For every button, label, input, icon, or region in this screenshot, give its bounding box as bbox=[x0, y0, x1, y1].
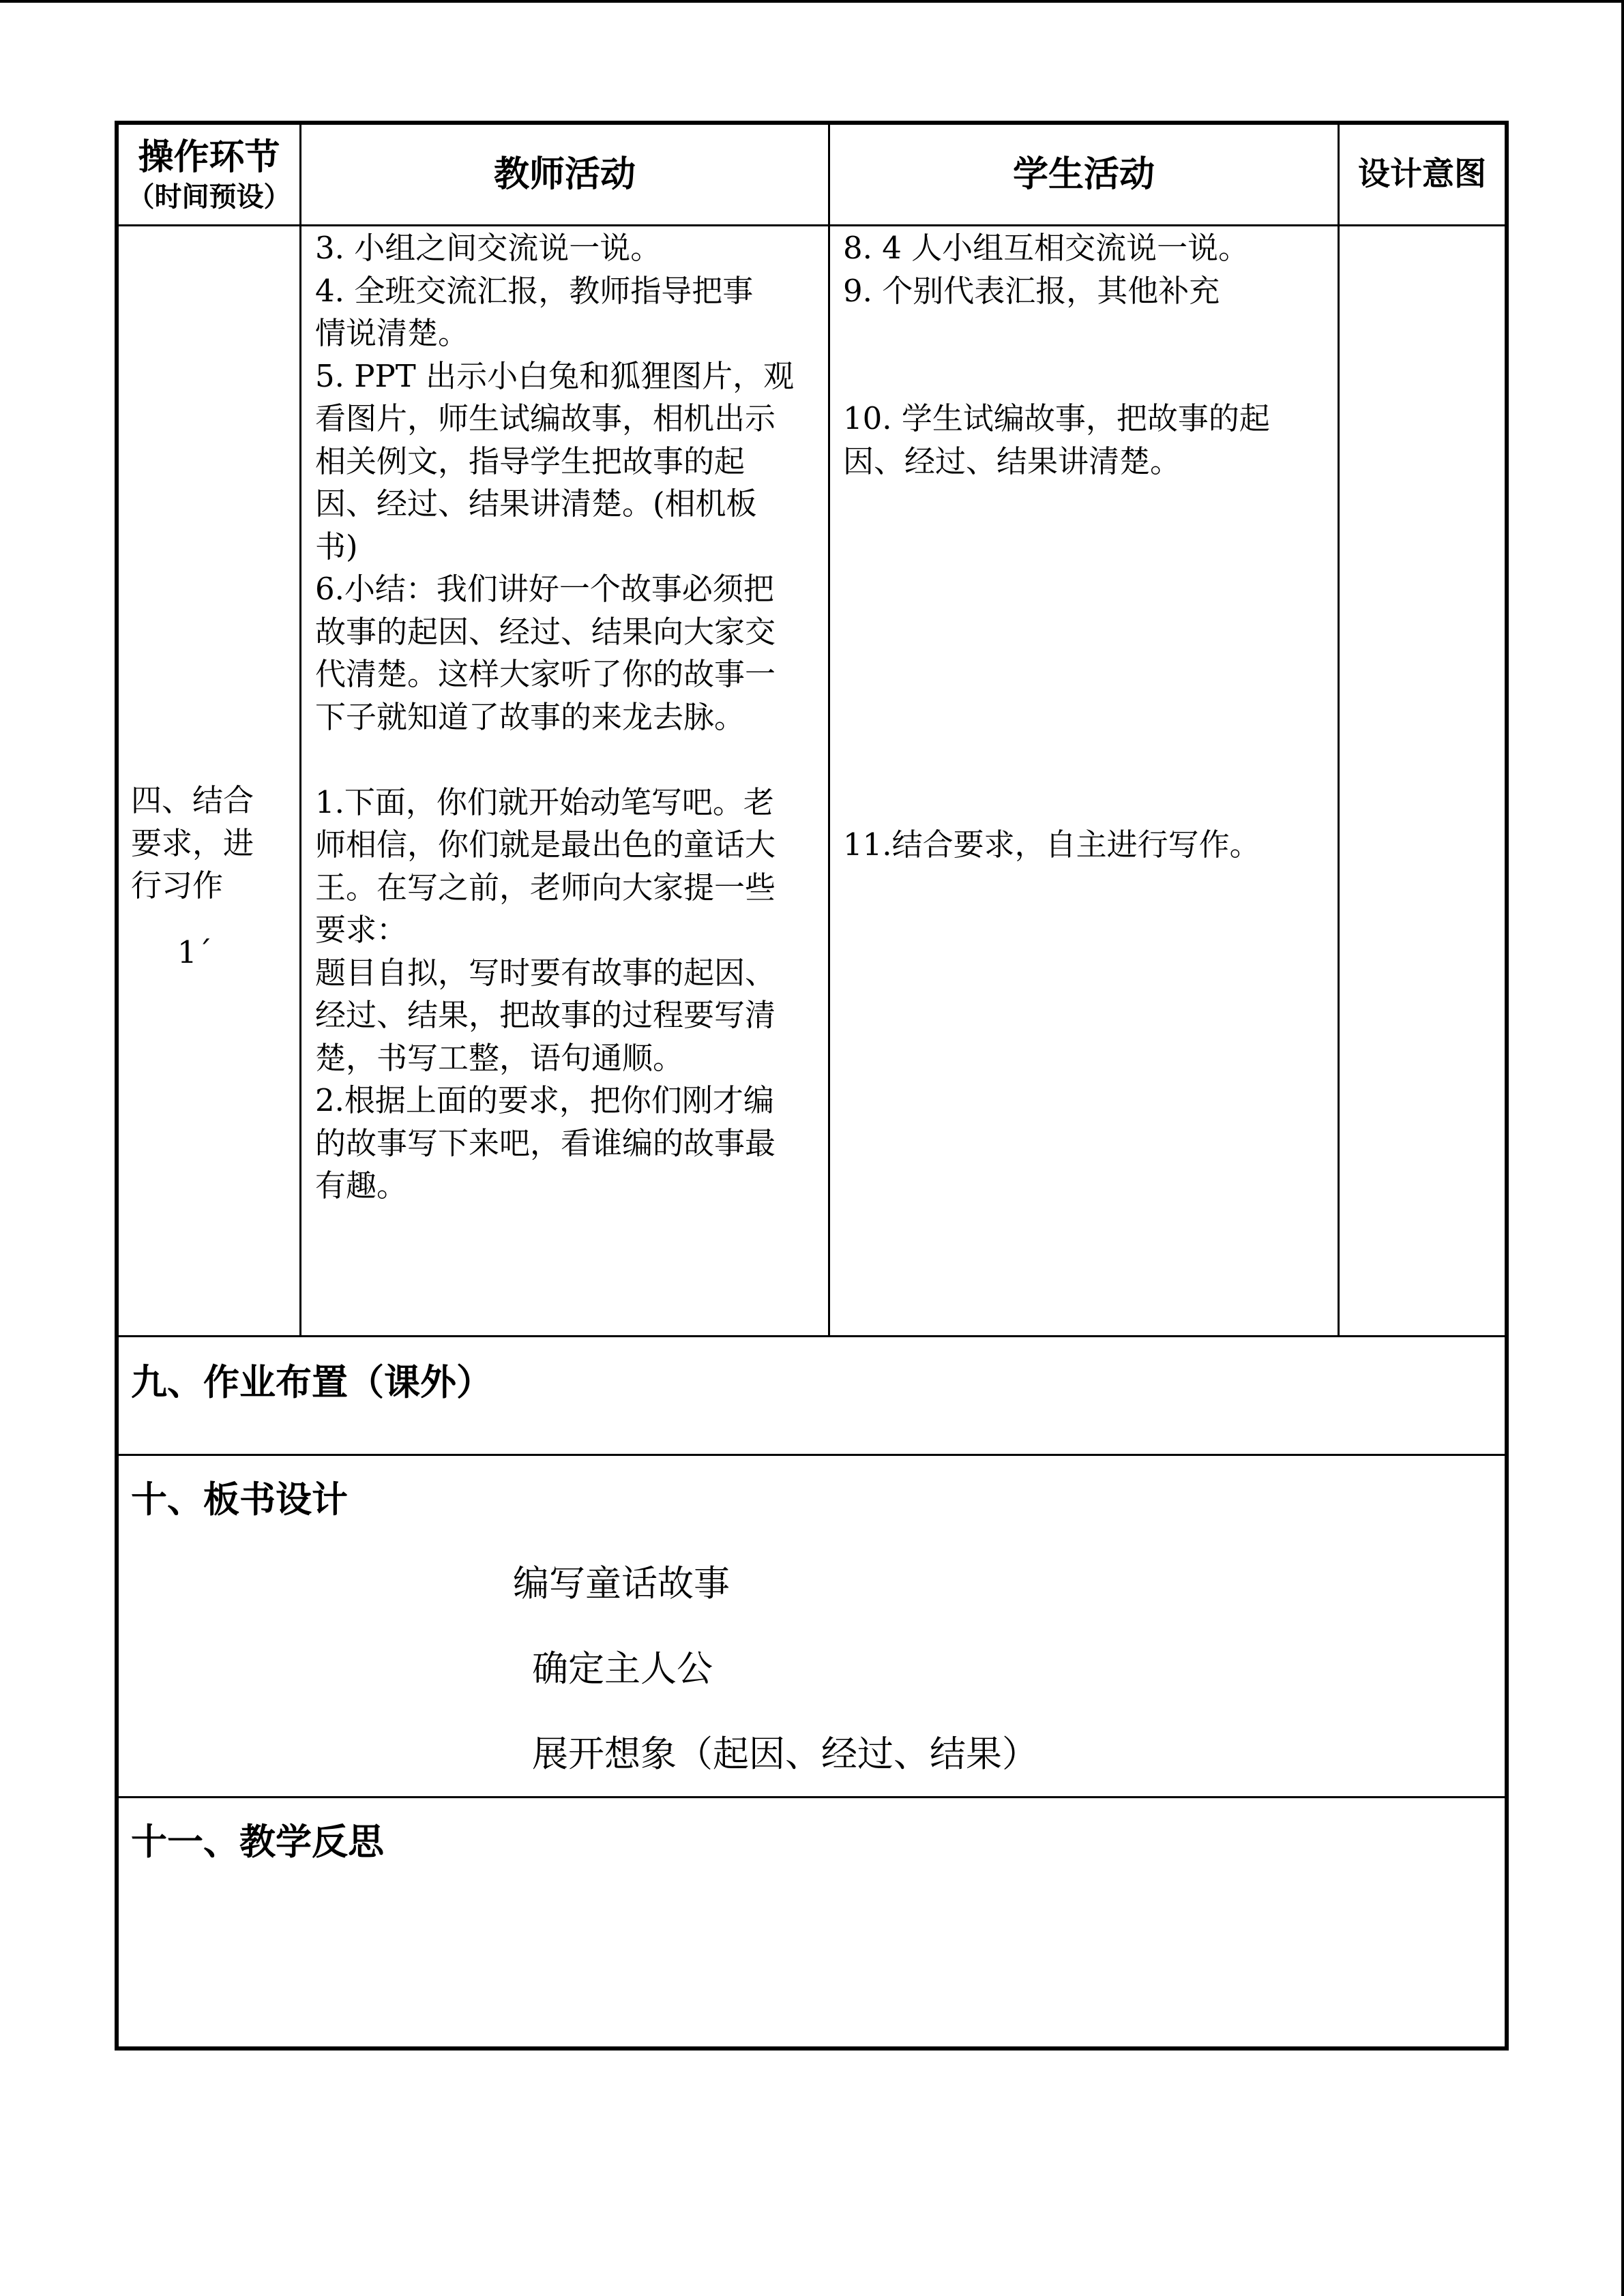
header-student-cell bbox=[830, 125, 1338, 224]
blank-line bbox=[843, 312, 1270, 355]
header-intent-cell bbox=[1340, 125, 1505, 224]
homework-title: 九、作业布置（课外） bbox=[131, 1361, 492, 1403]
stage-line: 行习作 bbox=[131, 867, 224, 904]
blank-line bbox=[843, 568, 1270, 611]
teacher-line: 情说清楚。 bbox=[315, 315, 469, 351]
blank-line bbox=[843, 526, 1270, 569]
column-rule-1 bbox=[299, 121, 301, 1337]
activity-bottom-rule bbox=[115, 1335, 1509, 1337]
teacher-line: 6.小结：我们讲好一个故事必须把 bbox=[315, 571, 774, 607]
stage-line: 要求，进 bbox=[131, 824, 254, 861]
reflection-title: 十一、教学反思 bbox=[131, 1821, 384, 1863]
header-stage-cell bbox=[119, 125, 299, 224]
teacher-line: 3. 小组之间交流说一说。 bbox=[315, 230, 662, 266]
teacher-line: 的故事写下来吧，看谁编的故事最 bbox=[315, 1124, 776, 1161]
board-item-imagination: 展开想象（起因、经过、结果） bbox=[532, 1733, 1038, 1775]
board-design-title: 十、板书设计 bbox=[131, 1478, 348, 1521]
teacher-line: 2.根据上面的要求，把你们刚才编 bbox=[315, 1082, 774, 1118]
teacher-line: 代清楚。这样大家听了你的故事一 bbox=[315, 656, 776, 692]
student-line: 11.结合要求，自主进行写作。 bbox=[843, 826, 1260, 863]
teacher-line: 楚，书写工整，语句通顺。 bbox=[315, 1039, 684, 1076]
header-teacher-label: 教师活动 bbox=[493, 153, 636, 195]
blank-line bbox=[315, 739, 794, 781]
blank-line bbox=[843, 739, 1270, 781]
board-heading: 编写童话故事 bbox=[513, 1563, 730, 1605]
header-bottom-rule bbox=[115, 224, 1509, 226]
board-item-protagonist: 确定主人公 bbox=[532, 1648, 713, 1690]
student-activity-text bbox=[843, 227, 1270, 867]
teacher-line: 1.下面，你们就开始动笔写吧。老 bbox=[315, 784, 774, 820]
blank-line bbox=[843, 355, 1270, 398]
blank-line bbox=[843, 483, 1270, 526]
blank-line bbox=[843, 696, 1270, 739]
column-rule-2 bbox=[828, 121, 830, 1337]
teacher-line: 故事的起因、经过、结果向大家交 bbox=[315, 613, 776, 650]
teacher-line: 经过、结果，把故事的过程要写清 bbox=[315, 997, 776, 1033]
header-intent-label: 设计意图 bbox=[1358, 155, 1486, 193]
page-top-border bbox=[0, 0, 1624, 3]
blank-line bbox=[843, 653, 1270, 696]
teacher-line: 因、经过、结果讲清楚。(相机板 bbox=[315, 486, 757, 522]
teacher-activity-text bbox=[315, 227, 794, 1208]
page-right-border bbox=[1621, 0, 1624, 2296]
teacher-line: 师相信，你们就是最出色的童话大 bbox=[315, 826, 776, 863]
stage-time: 1´ bbox=[177, 934, 213, 970]
student-line: 8. 4 人小组互相交流说一说。 bbox=[843, 230, 1250, 266]
teacher-line: 看图片，师生试编故事，相机出示 bbox=[315, 400, 776, 436]
homework-bottom-rule bbox=[115, 1454, 1509, 1456]
header-student-label: 学生活动 bbox=[1012, 153, 1155, 195]
teacher-line: 题目自拟，写时要有故事的起因、 bbox=[315, 954, 776, 991]
blank-line bbox=[843, 611, 1270, 654]
header-stage-label: 操作环节 bbox=[138, 136, 280, 178]
board-bottom-rule bbox=[115, 1796, 1509, 1798]
stage-name bbox=[131, 779, 254, 908]
blank-line bbox=[843, 781, 1270, 824]
stage-line: 四、结合 bbox=[131, 782, 254, 818]
header-time-label: （时间预设） bbox=[127, 181, 291, 213]
teacher-line: 相关例文，指导学生把故事的起 bbox=[315, 443, 745, 479]
teacher-line: 书) bbox=[315, 528, 358, 565]
student-line: 10. 学生试编故事，把故事的起 bbox=[843, 400, 1270, 436]
header-teacher-cell bbox=[301, 125, 828, 224]
teacher-line: 有趣。 bbox=[315, 1167, 408, 1204]
student-line: 9. 个别代表汇报，其他补充 bbox=[843, 272, 1220, 309]
teacher-line: 要求： bbox=[315, 912, 408, 948]
teacher-line: 5. PPT 出示小白兔和狐狸图片，观 bbox=[315, 357, 795, 394]
student-line: 因、经过、结果讲清楚。 bbox=[843, 443, 1181, 479]
column-rule-3 bbox=[1338, 121, 1340, 1337]
teacher-line: 4. 全班交流汇报，教师指导把事 bbox=[315, 272, 754, 309]
teacher-line: 下子就知道了故事的来龙去脉。 bbox=[315, 698, 745, 735]
teacher-line: 王。在写之前，老师向大家提一些 bbox=[315, 869, 776, 906]
